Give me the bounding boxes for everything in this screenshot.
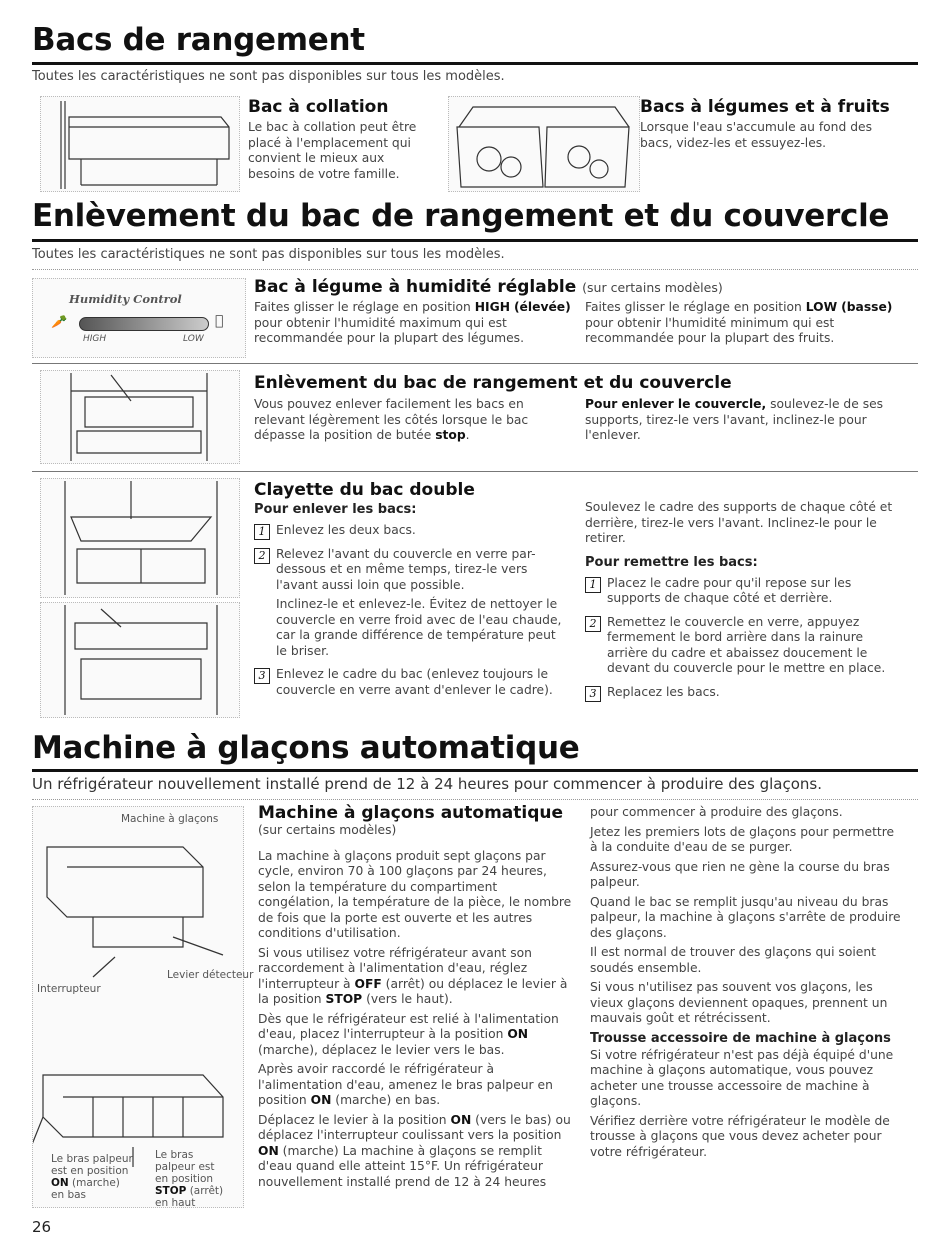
- bin-removal-illustration: [40, 370, 240, 464]
- replace-step-2: 2 Remettez le couvercle en verre, appuyez fermement le bord arrière dans la rainure arrière du cadre et abaissez doucement le devant du couvercle pour le mettre en place.: [585, 615, 903, 677]
- dotted-divider: [32, 799, 918, 800]
- high-label: HIGH: [83, 334, 107, 344]
- replace-step-1: 1 Placez le cadre pour qu'il repose sur les supports de chaque côté et derrière.: [585, 576, 903, 607]
- icemaker-right-column: [590, 805, 905, 1164]
- double-bin-illustration-2: [40, 602, 240, 718]
- kit-text-2: Vérifiez derrière votre réfrigérateur le modèle de trousse à glaçons que vous devez acheter pour votre réfrigérateur.: [590, 1113, 890, 1159]
- snack-bin-heading: Bac à collation: [248, 97, 389, 117]
- replace-bins-subheading: Pour remettre les bacs:: [585, 554, 758, 570]
- replace-step-3: 3 Replacez les bacs.: [585, 685, 903, 701]
- double-bin-heading: Clayette du bac double: [254, 480, 475, 500]
- double-bin-replace-column: [585, 500, 903, 704]
- section-title-icemaker: Machine à glaçons automatique: [32, 730, 580, 766]
- divider: [32, 769, 918, 772]
- icemaker-p2: Si vous utilisez votre réfrigérateur avant son raccordement à l'alimentation d'eau, réglez l'interrupteur à OFF (arrêt) ou déplacez le levier à la position STOP (vers le haut).: [258, 945, 568, 1006]
- humidity-heading: Bac à légume à humidité réglable (sur certains modèles): [254, 277, 723, 297]
- remove-step-2: 2 Relevez l'avant du couvercle en verre par-dessous et en même temps, tirez-le vers l'avant aussi loin que possible.: [254, 547, 569, 594]
- double-bin-illustration-1: [40, 478, 240, 598]
- double-bin-remove-column: [254, 502, 569, 702]
- carrot-icon: 🥕: [51, 315, 68, 330]
- crisper-text: Lorsque l'eau s'accumule au fond des bacs, videz-les et essuyez-les.: [640, 120, 872, 150]
- section-title-storage-bins: Bacs de rangement: [32, 22, 365, 58]
- removal-cover-text: Pour enlever le couvercle, soulevez-le de ses supports, tirez-le vers l'avant, inclinez-le pour l'enlever.: [585, 397, 884, 442]
- icemaker-p4: Après avoir raccordé le réfrigérateur à l'alimentation d'eau, amenez le bras palpeur en position ON (marche) en bas.: [258, 1062, 553, 1107]
- kit-text-1: Si votre réfrigérateur n'est pas déjà équipé d'une machine à glaçons automatique, vous pouvez acheter une trousse accessoire de machine à glaçons.: [590, 1047, 894, 1108]
- humidity-control-illustration: [32, 278, 246, 358]
- crisper-drawers-illustration: [448, 96, 640, 192]
- dotted-divider: [32, 269, 918, 270]
- removal-heading: Enlèvement du bac de rangement et du couvercle: [254, 373, 732, 393]
- page-number: 26: [32, 1218, 52, 1236]
- divider: [32, 363, 918, 364]
- divider: [32, 62, 918, 65]
- snack-bin-text: Le bac à collation peut être placé à l'emplacement qui convient le mieux aux besoins de votre famille.: [248, 120, 417, 181]
- remove-step-2-continued: Inclinez-le et enlevez-le. Évitez de nettoyer le couvercle en verre froid avec de l'eau chaude, car la grande différence de température peut le briser.: [276, 597, 562, 658]
- icemaker-p3: Dès que le réfrigérateur est relié à l'alimentation d'eau, placez l'interrupteur à la position ON (marche), déplacez le levier vers le bas.: [258, 1011, 559, 1057]
- icemaker-r1: pour commencer à produire des glaçons.: [590, 805, 843, 819]
- icemaker-r2: Jetez les premiers lots de glaçons pour permettre à la conduite d'eau de se purger.: [590, 824, 895, 854]
- step-number-icon: 2: [254, 548, 270, 564]
- crisper-heading: Bacs à légumes et à fruits: [640, 97, 890, 117]
- remove-bins-subheading: Pour enlever les bacs:: [254, 502, 417, 517]
- section-title-bin-removal: Enlèvement du bac de rangement et du couvercle: [32, 198, 890, 234]
- icemaker-illustration: [32, 806, 254, 1209]
- arm-up-label: Le bras palpeur est en position STOP (arrêt) en haut: [155, 1149, 224, 1209]
- availability-note-2: Toutes les caractéristiques ne sont pas disponibles sur tous les modèles.: [32, 247, 505, 262]
- icemaker-r4: Quand le bac se remplit jusqu'au niveau du bras palpeur, la machine à glaçons s'arrête de produire des glaçons.: [590, 894, 901, 940]
- humidity-high-text: Faites glisser le réglage en position HIGH (élevée) pour obtenir l'humidité maximum qui est recommandée pour la plupart des légumes.: [254, 300, 571, 345]
- icemaker-label: Machine à glaçons: [121, 813, 219, 825]
- icemaker-r6: Si vous n'utilisez pas souvent vos glaçons, les vieux glaçons deviennent opaques, prennent un mauvais goût et rétrécissent.: [590, 980, 888, 1025]
- apple-icon: [215, 313, 223, 329]
- step-number-icon: 2: [585, 616, 601, 632]
- divider: [32, 471, 918, 472]
- humidity-slider: [79, 317, 209, 331]
- icemaker-p5: Déplacez le levier à la position ON (vers le bas) ou déplacez l'interrupteur coulissant vers la position ON (marche) La machine à glaçons se remplit d'eau quand elle atteint 15°F. Un réfrigérateur nouvellement installé prend de 12 à 24 heures: [258, 1112, 571, 1189]
- removal-left-text: Vous pouvez enlever facilement les bacs en relevant légèrement les côtés lorsque le bac dépasse la position de butée stop.: [254, 397, 529, 442]
- sensor-lever-label: Levier détecteur: [167, 969, 254, 981]
- icemaker-r3: Assurez-vous que rien ne gène la course du bras palpeur.: [590, 859, 890, 889]
- icemaker-p1: La machine à glaçons produit sept glaçons par cycle, environ 70 à 100 glaçons par 24 heures, selon la température du compartiment congélation, la température de la pièce, le nombre de fois que la porte est ouverte et les autres conditions d'utilisation.: [258, 848, 572, 940]
- divider: [32, 239, 918, 242]
- icemaker-heading: Machine à glaçons automatique: [258, 803, 564, 823]
- remove-step-3: 3 Enlevez le cadre du bac (enlevez toujours le couvercle en verre avant d'enlever le cadre).: [254, 667, 569, 698]
- kit-subheading: Trousse accessoire de machine à glaçons: [590, 1030, 891, 1046]
- icemaker-lead: Un réfrigérateur nouvellement installé prend de 12 à 24 heures pour commencer à produire des glaçons.: [32, 775, 822, 793]
- icemaker-left-column: [258, 803, 573, 1194]
- snack-bin-illustration: [40, 96, 240, 192]
- humidity-control-label: Humidity Control: [69, 292, 182, 306]
- step-number-icon: 3: [585, 686, 601, 702]
- arm-down-label: Le bras palpeur est en position ON (marche) en bas: [51, 1153, 133, 1201]
- switch-label: Interrupteur: [37, 983, 101, 995]
- step-number-icon: 1: [254, 524, 270, 540]
- low-label: LOW: [183, 334, 204, 344]
- remove-step-1: 1 Enlevez les deux bacs.: [254, 523, 569, 539]
- humidity-low-text: Faites glisser le réglage en position LOW (basse) pour obtenir l'humidité minimum qui est recommandée pour la plupart des fruits.: [585, 300, 893, 345]
- lift-frame-text: Soulevez le cadre des supports de chaque côté et derrière, tirez-le vers l'avant. Inclinez-le pour le retirer.: [585, 500, 893, 545]
- icemaker-r5: Il est normal de trouver des glaçons qui soient soudés ensemble.: [590, 945, 876, 975]
- step-number-icon: 1: [585, 577, 601, 593]
- step-number-icon: 3: [254, 668, 270, 684]
- availability-note: Toutes les caractéristiques ne sont pas disponibles sur tous les modèles.: [32, 69, 505, 84]
- icemaker-models-note: (sur certains modèles): [258, 823, 397, 837]
